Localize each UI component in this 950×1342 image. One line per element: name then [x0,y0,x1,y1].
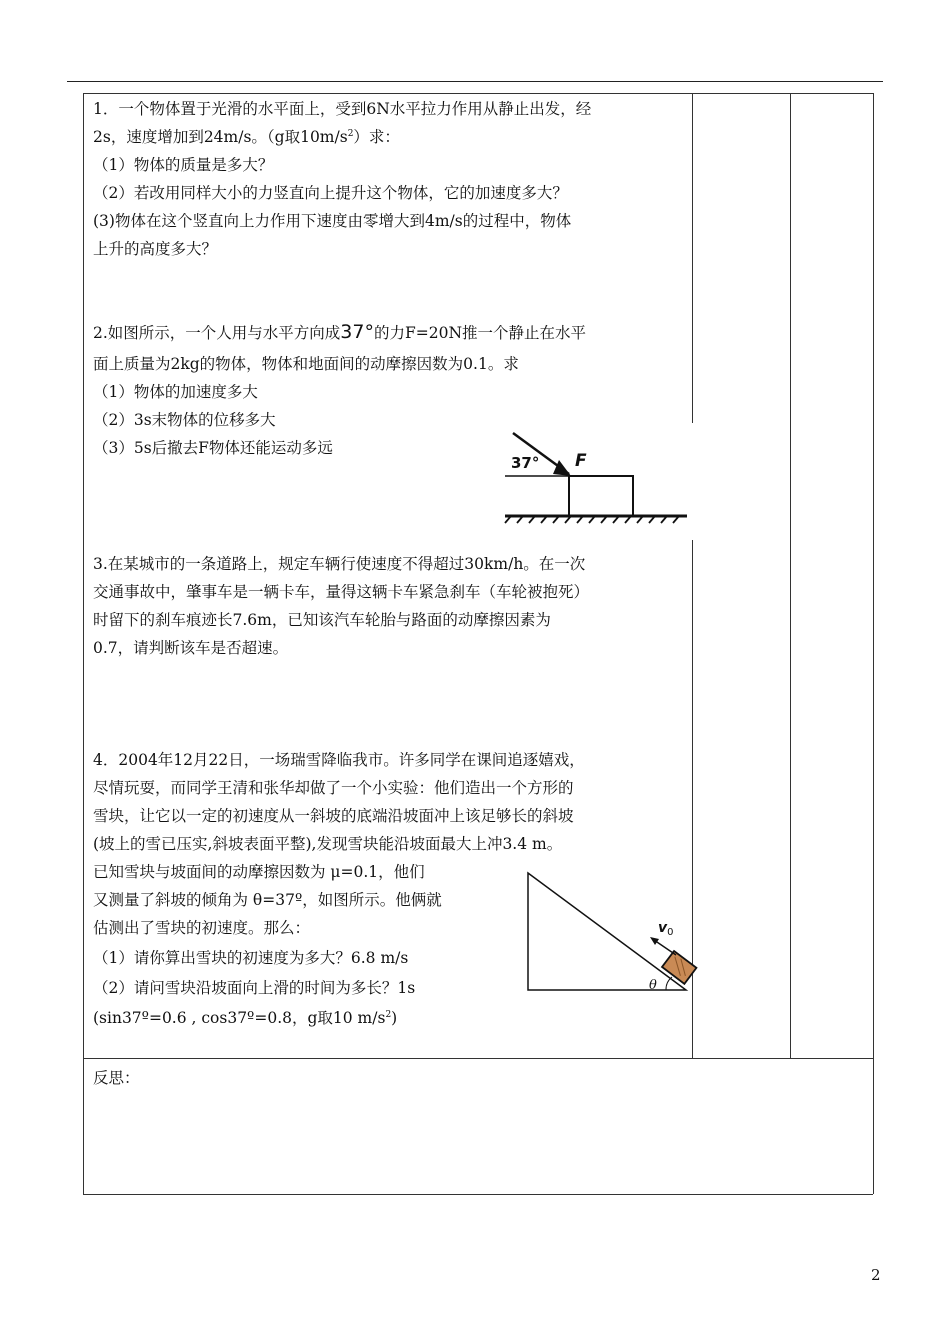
q4-line-4: (坡上的雪已压实,斜坡表面平整),发现雪块能沿坡面最大上冲3.4 m。 [93,835,563,853]
q4-line-8: （1）请你算出雪块的初速度为多大？6.8 m/s [93,949,409,967]
q4-line-9: （2）请问雪块沿坡面向上滑的时间为多长？1s [93,979,416,997]
q4-line-2: 尽情玩耍，而同学王清和张华却做了一个小实验：他们造出一个方形的 [93,779,574,797]
table-right-border [873,93,874,1194]
velocity-arrowhead [650,937,659,945]
reflection-label: 反思： [93,1069,140,1087]
q1-line-2: 2s，速度增加到24m/s。（g取$10m/s^2$）求： [93,128,400,146]
q1-line-1: 1．一个物体置于光滑的水平面上，受到6N水平拉力作用从静止出发，经 [93,100,592,118]
q2-line-1: 2.如图所示，一个人用与水平方向成37°的力F=20N推一个静止在水平 [93,321,587,343]
q4-line-6: 又测量了斜坡的倾角为 θ=37º，如图所示。他俩就 [93,891,442,909]
q4-line-3: 雪块，让它以一定的初速度从一斜坡的底端沿坡面冲上该足够长的斜坡 [93,807,574,825]
q4-incline-figure [526,870,691,995]
q1-line-3: （1）物体的质量是多大？ [93,156,274,174]
header-rule [67,81,883,82]
q3-line-2: 交通事故中，肇事车是一辆卡车，量得这辆卡车紧急刹车（车轮被抱死） [93,583,590,601]
row-divider [83,1058,873,1059]
velocity-arrow-shaft [654,940,676,955]
table-bottom-border [83,1194,873,1195]
q4-line-10: (sin37º=0.6 , cos37º=0.8，g取10 $m/s^2$) [93,1009,398,1027]
table-left-border [83,93,84,1194]
column-divider-1-lower [692,540,693,1058]
q1-line-6: 上升的高度多大？ [93,240,218,258]
table-top-border [83,93,873,94]
q3-line-3: 时留下的刹车痕迹长7.6m，已知该汽车轮胎与路面的动摩擦因素为 [93,611,551,629]
theta-label: θ [649,978,657,993]
q4-line-7: 估测出了雪块的初速度。那么： [93,919,311,937]
velocity-label: $v_0$ [658,920,674,938]
q3-line-1: 3.在某城市的一条道路上，规定车辆行使速度不得超过30km/h。在一次 [93,555,586,573]
q2-line-5: （3）5s后撤去F物体还能运动多远 [93,439,333,457]
column-divider-2 [790,93,791,1058]
q4-line-5: 已知雪块与坡面间的动摩擦因数为 μ=0.1，他们 [93,863,425,881]
figure-angle-label: 37° [511,454,540,472]
column-divider-1-upper [692,93,693,423]
q1-line-5: (3)物体在这个竖直向上力作用下速度由零增大到4m/s的过程中，物体 [93,212,572,230]
q1-line-4: （2）若改用同样大小的力竖直向上提升这个物体，它的加速度多大？ [93,184,568,202]
q2-line-2: 面上质量为2kg的物体，物体和地面间的动摩擦因数为0.1。求 [93,355,519,373]
q2-line-4: （2）3s末物体的位移多大 [93,411,276,429]
q2-push-figure [505,430,690,525]
block [569,476,633,516]
figure-force-label: F [575,451,587,471]
q4-line-1: 4．2004年12月22日，一场瑞雪降临我市。许多同学在课间追逐嬉戏， [93,751,585,769]
q2-line-3: （1）物体的加速度多大 [93,383,258,401]
page-number: 2 [871,1266,881,1284]
q3-line-4: 0.7，请判断该车是否超速。 [93,639,289,657]
force-arrowhead [553,460,571,476]
